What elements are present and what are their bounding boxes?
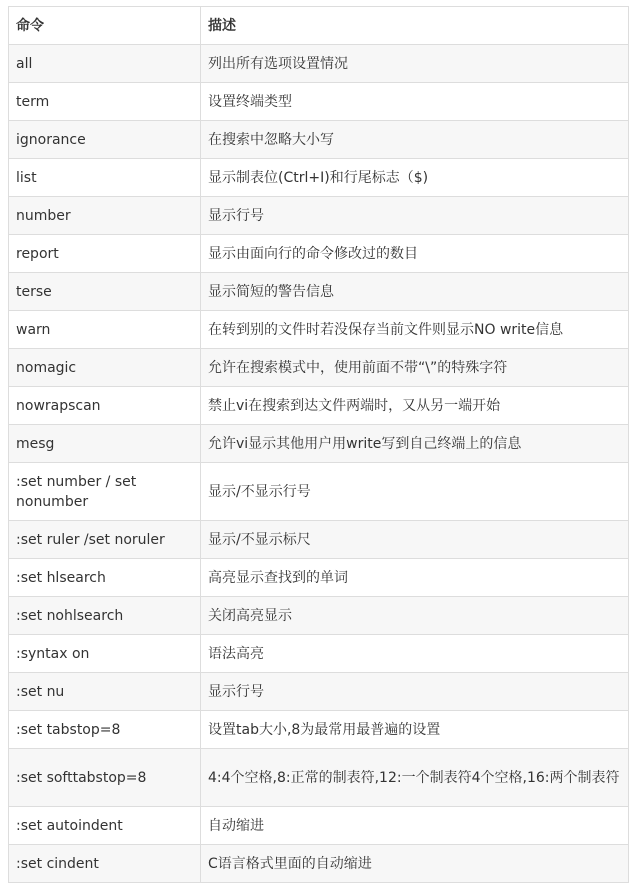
description-cell: 在转到别的文件时若没保存当前文件则显示NO write信息 bbox=[201, 311, 629, 349]
description-cell: 在搜索中忽略大小写 bbox=[201, 121, 629, 159]
table-row bbox=[9, 845, 629, 883]
description-cell: 语法高亮 bbox=[201, 635, 629, 673]
table-row bbox=[9, 197, 629, 235]
command-cell: list bbox=[9, 159, 201, 197]
table-row bbox=[9, 121, 629, 159]
table-row bbox=[9, 349, 629, 387]
command-cell: terse bbox=[9, 273, 201, 311]
description-cell: 自动缩进 bbox=[201, 807, 629, 845]
command-cell: :syntax on bbox=[9, 635, 201, 673]
command-cell: :set nu bbox=[9, 673, 201, 711]
command-cell: number bbox=[9, 197, 201, 235]
table-row bbox=[9, 83, 629, 121]
command-cell: nomagic bbox=[9, 349, 201, 387]
table-row bbox=[9, 711, 629, 749]
description-cell: 允许在搜索模式中，使用前面不带“\”的特殊字符 bbox=[201, 349, 629, 387]
command-cell: nowrapscan bbox=[9, 387, 201, 425]
description-cell: C语言格式里面的自动缩进 bbox=[201, 845, 629, 883]
header-description: 描述 bbox=[201, 7, 629, 45]
description-cell: 显示简短的警告信息 bbox=[201, 273, 629, 311]
table-row bbox=[9, 559, 629, 597]
description-cell: 禁止vi在搜索到达文件两端时，又从另一端开始 bbox=[201, 387, 629, 425]
command-cell: :set autoindent bbox=[9, 807, 201, 845]
command-cell: warn bbox=[9, 311, 201, 349]
header-row bbox=[9, 7, 629, 45]
table-row bbox=[9, 425, 629, 463]
description-cell: 显示/不显示行号 bbox=[201, 463, 629, 521]
description-cell: 设置终端类型 bbox=[201, 83, 629, 121]
description-cell: 列出所有选项设置情况 bbox=[201, 45, 629, 83]
description-cell: 4:4个空格,8:正常的制表符,12:一个制表符4个空格,16:两个制表符 bbox=[201, 749, 629, 807]
table-row bbox=[9, 235, 629, 273]
command-cell: :set cindent bbox=[9, 845, 201, 883]
command-cell: :set number / set nonumber bbox=[9, 463, 201, 521]
description-cell: 显示行号 bbox=[201, 197, 629, 235]
table-row bbox=[9, 673, 629, 711]
command-cell: ignorance bbox=[9, 121, 201, 159]
table-row bbox=[9, 311, 629, 349]
table-row bbox=[9, 597, 629, 635]
command-cell: report bbox=[9, 235, 201, 273]
command-cell: :set tabstop=8 bbox=[9, 711, 201, 749]
header-command: 命令 bbox=[9, 7, 201, 45]
command-cell: all bbox=[9, 45, 201, 83]
command-cell: :set softtabstop=8 bbox=[9, 749, 201, 807]
command-cell: :set hlsearch bbox=[9, 559, 201, 597]
table-row bbox=[9, 387, 629, 425]
table-row bbox=[9, 635, 629, 673]
table-row bbox=[9, 273, 629, 311]
table-row bbox=[9, 521, 629, 559]
description-cell: 显示制表位(Ctrl+I)和行尾标志（$) bbox=[201, 159, 629, 197]
description-cell: 显示由面向行的命令修改过的数目 bbox=[201, 235, 629, 273]
command-cell: :set ruler /set noruler bbox=[9, 521, 201, 559]
command-cell: :set nohlsearch bbox=[9, 597, 201, 635]
table-body bbox=[9, 45, 629, 883]
description-cell: 显示行号 bbox=[201, 673, 629, 711]
command-cell: mesg bbox=[9, 425, 201, 463]
command-cell: term bbox=[9, 83, 201, 121]
description-cell: 显示/不显示标尺 bbox=[201, 521, 629, 559]
command-table-container bbox=[8, 6, 628, 883]
table-row bbox=[9, 159, 629, 197]
description-cell: 关闭高亮显示 bbox=[201, 597, 629, 635]
vi-options-table bbox=[8, 6, 629, 883]
description-cell: 高亮显示查找到的单词 bbox=[201, 559, 629, 597]
table-row bbox=[9, 463, 629, 521]
table-header bbox=[9, 7, 629, 45]
description-cell: 设置tab大小,8为最常用最普遍的设置 bbox=[201, 711, 629, 749]
table-row bbox=[9, 45, 629, 83]
table-row bbox=[9, 749, 629, 807]
table-row bbox=[9, 807, 629, 845]
description-cell: 允许vi显示其他用户用write写到自己终端上的信息 bbox=[201, 425, 629, 463]
